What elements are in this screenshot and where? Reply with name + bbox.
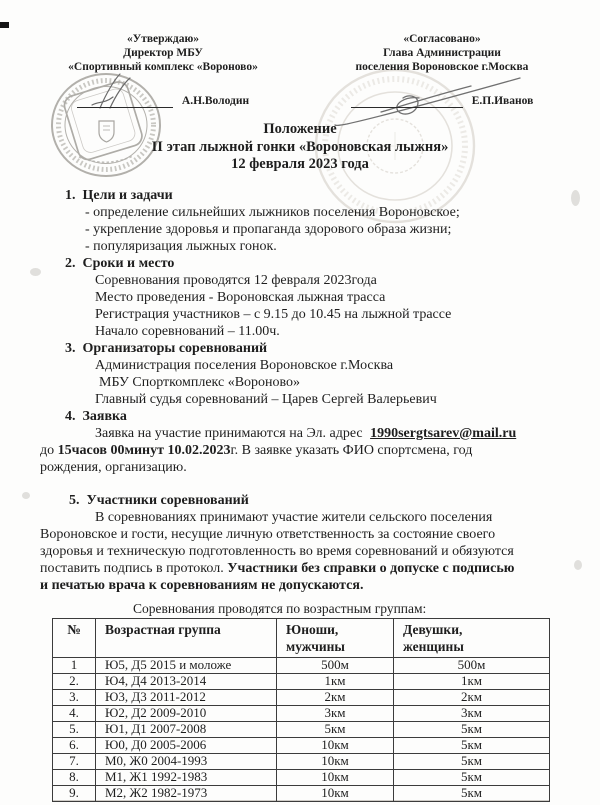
section-time-place-heading	[65, 255, 600, 272]
cell-age-group: Ю0, Д0 2005-2006	[96, 737, 277, 753]
organizers-line: Главный судья соревнований – Царев Сергей Валерьевич	[95, 391, 437, 407]
cell-age-group: Ю3, Д3 2011-2012	[96, 689, 277, 705]
section-heading-text: Организаторы соревнований	[82, 340, 268, 356]
section-number: 1.	[65, 187, 76, 203]
cell-age-group: Ю5, Д5 2015 и моложе	[96, 657, 277, 673]
cell-age-group: М2, Ж2 1982-1973	[96, 785, 277, 801]
signature-row-left	[18, 93, 308, 108]
signature-line-right	[351, 95, 463, 108]
cell-boys-distance: 500м	[277, 657, 394, 673]
table-row	[53, 753, 550, 769]
cell-boys-distance: 2км	[277, 689, 394, 705]
age-groups-table	[52, 618, 550, 802]
time-place-line: Соревнования проводятся 12 февраля 2023года	[95, 272, 377, 288]
table-row	[53, 705, 550, 721]
cell-number: 7.	[53, 753, 96, 769]
cell-boys-distance: 10км	[277, 769, 394, 785]
cell-girls-distance: 1км	[394, 673, 550, 689]
section-heading-text: Цели и задачи	[82, 187, 173, 203]
header-cell-boys	[277, 618, 394, 657]
table-row	[53, 657, 550, 673]
title-line2: II этап лыжной гонки «Вороновская лыжня»	[151, 138, 449, 155]
section-organizers-heading	[65, 340, 600, 357]
approval-left-line1: «Утверждаю»	[127, 33, 199, 45]
goals-item: - укрепление здоровья и пропаганда здорового образа жизни;	[85, 221, 452, 237]
cell-number: 6.	[53, 737, 96, 753]
participants-warning-bold: Участники без справки о допуске с подписью	[227, 560, 515, 576]
signer-name-left: А.Н.Володин	[181, 95, 250, 107]
cell-girls-distance: 5км	[394, 737, 550, 753]
time-place-line: Место проведения - Вороновская лыжная трасса	[95, 289, 386, 305]
signature-row-right	[308, 93, 576, 108]
table-row	[53, 721, 550, 737]
cell-number: 4.	[53, 705, 96, 721]
header-girls-line1: Девушки,	[403, 621, 463, 637]
application-line2	[40, 442, 600, 459]
signature-line-left	[77, 95, 173, 108]
approval-right-line3: поселения Вороновское г.Москва	[355, 61, 529, 73]
cell-age-group: Ю4, Д4 2013-2014	[96, 673, 277, 689]
cell-boys-distance: 1км	[277, 673, 394, 689]
document-title	[0, 121, 600, 174]
table-row	[53, 737, 550, 753]
section-participants-heading	[69, 492, 600, 509]
participants-line2: Вороновское и гости, несущие личную ответственность за состояние своего	[40, 526, 496, 542]
application-line3: рождения, организацию.	[40, 459, 187, 475]
table-row	[53, 769, 550, 785]
cell-age-group: М0, Ж0 2004-1993	[96, 753, 277, 769]
cell-girls-distance: 5км	[394, 769, 550, 785]
title-line3: 12 февраля 2023 года	[231, 156, 369, 172]
cell-boys-distance: 10км	[277, 737, 394, 753]
approval-left-line2: Директор МБУ	[123, 47, 203, 59]
application-line1	[40, 425, 600, 442]
cell-boys-distance: 3км	[277, 705, 394, 721]
signer-name-right: Е.П.Иванов	[471, 95, 534, 107]
cell-girls-distance: 2км	[394, 689, 550, 705]
cell-age-group: М1, Ж1 1992-1983	[96, 769, 277, 785]
section-number: 5.	[69, 492, 80, 508]
approval-block-utverzhdayu	[18, 32, 308, 108]
organizers-line: Администрация поселения Вороновское г.Москва	[95, 357, 394, 373]
header-cell-girls	[394, 618, 550, 657]
section-time-place	[0, 255, 600, 340]
goals-item: - популяризация лыжных гонок.	[85, 238, 277, 254]
document-body	[0, 187, 600, 802]
section-application-heading	[65, 408, 600, 425]
cell-boys-distance: 5км	[277, 721, 394, 737]
section-number: 3.	[65, 340, 76, 356]
approval-right-line1: «Согласовано»	[403, 33, 481, 45]
cell-girls-distance: 5км	[394, 785, 550, 801]
participants-line1: В соревнованиях принимают участие жители сельского поселения	[95, 509, 493, 525]
approval-block-soglasovano	[308, 32, 576, 108]
title-line1: Положение	[263, 121, 337, 137]
cell-girls-distance: 500м	[394, 657, 550, 673]
cell-boys-distance: 10км	[277, 785, 394, 801]
cell-number: 3.	[53, 689, 96, 705]
application-text: до	[40, 442, 58, 458]
time-place-line: Начало соревнований – 11.00ч.	[95, 323, 280, 339]
application-text: Заявка на участие принимаются на Эл. адрес	[95, 425, 367, 441]
table-row	[53, 785, 550, 801]
cell-age-group: Ю2, Д2 2009-2010	[96, 705, 277, 721]
time-place-line: Регистрация участников – с 9.15 до 10.45 на лыжной трассе	[95, 306, 452, 322]
application-text: г. В заявке указать ФИО спортсмена, год	[230, 442, 473, 458]
table-row	[53, 673, 550, 689]
header-boys-line2: мужчины	[286, 638, 345, 654]
approvals-header	[0, 0, 600, 108]
participants-warning-bold: и печатью врача к соревнованиям не допускаются.	[40, 577, 364, 593]
cell-number: 8.	[53, 769, 96, 785]
header-cell-number: №	[53, 618, 96, 657]
section-heading-text: Заявка	[82, 408, 127, 424]
application-deadline: 15часов 00минут 10.02.2023	[57, 442, 231, 458]
cell-girls-distance: 3км	[394, 705, 550, 721]
section-goals-heading	[65, 187, 600, 204]
cell-number: 2.	[53, 673, 96, 689]
participants-line3: здоровья и техническую подготовленность во время соревнований и обязуются	[40, 543, 514, 559]
approval-left-line3: «Спортивный комплекс «Вороново»	[68, 61, 258, 73]
header-cell-age-group: Возрастная группа	[96, 618, 277, 657]
approval-right-line2: Глава Администрации	[383, 47, 501, 59]
section-organizers	[0, 340, 600, 408]
section-goals	[0, 187, 600, 255]
header-girls-line2: женщины	[403, 638, 464, 654]
section-number: 4.	[65, 408, 76, 424]
application-email-address: 1990sergtsarev@mail.ru	[370, 425, 517, 441]
table-caption: Соревнования проводятся по возрастным группам:	[133, 600, 427, 616]
header-boys-line1: Юноши,	[286, 621, 339, 637]
cell-girls-distance: 5км	[394, 721, 550, 737]
cell-age-group: Ю1, Д1 2007-2008	[96, 721, 277, 737]
table-header-row	[53, 618, 550, 657]
section-participants	[0, 492, 600, 594]
participants-text: поставить подпись в протокол.	[40, 560, 228, 576]
section-heading-text: Сроки и место	[82, 255, 175, 271]
organizers-line: МБУ Спорткомплекс «Вороново»	[99, 374, 301, 390]
cell-number: 9.	[53, 785, 96, 801]
cell-number: 1	[53, 657, 96, 673]
goals-item: - определение сильнейших лыжников поселения Вороновское;	[85, 204, 460, 220]
table-row	[53, 689, 550, 705]
section-application	[0, 408, 600, 476]
cell-boys-distance: 10км	[277, 753, 394, 769]
cell-number: 5.	[53, 721, 96, 737]
section-heading-text: Участники соревнований	[86, 492, 249, 508]
cell-girls-distance: 5км	[394, 753, 550, 769]
section-number: 2.	[65, 255, 76, 271]
participants-line4	[40, 560, 600, 577]
